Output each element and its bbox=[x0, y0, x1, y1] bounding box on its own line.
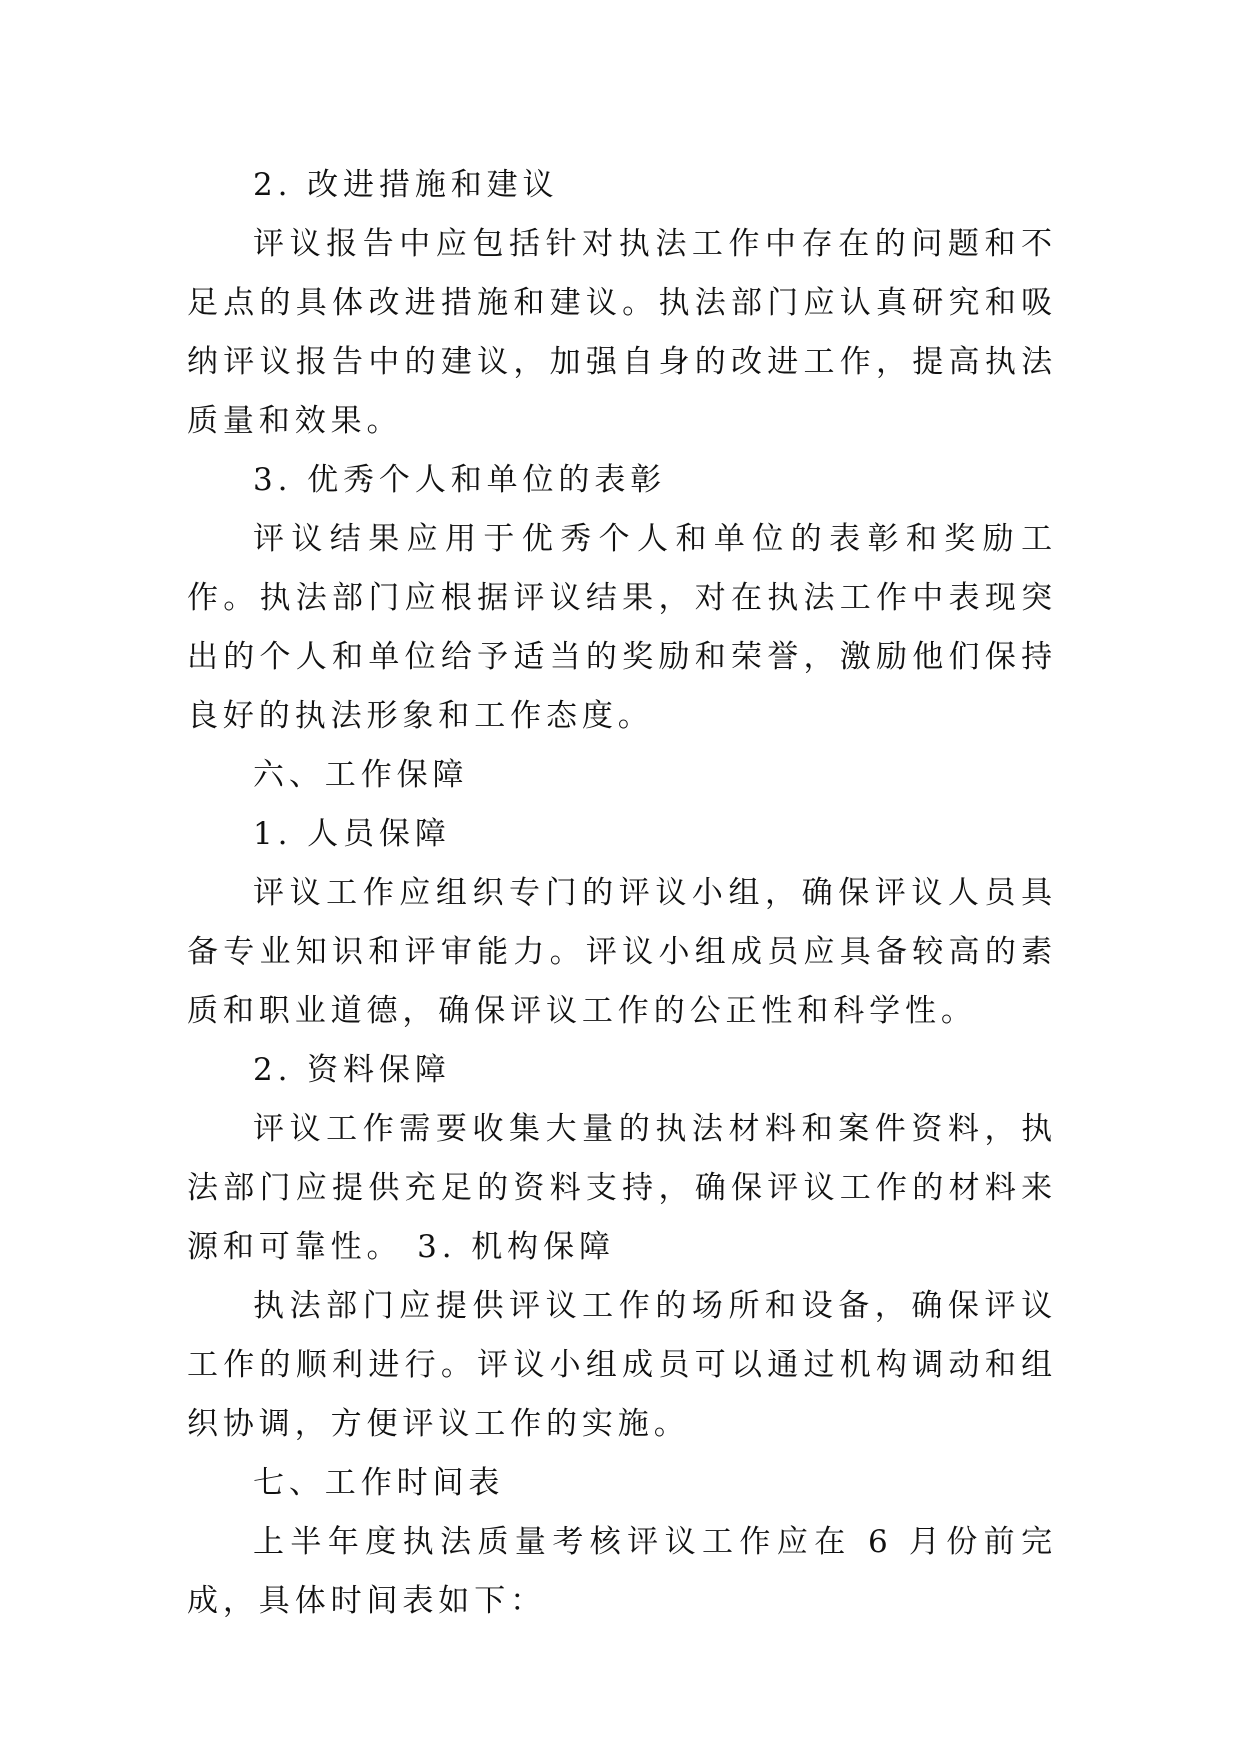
section-heading-improvement: 2. 改进措施和建议 bbox=[253, 167, 559, 203]
section-heading-timetable: 七、工作时间表 bbox=[253, 1465, 505, 1501]
section-heading-materials: 2. 资料保障 bbox=[253, 1052, 451, 1088]
paragraph-timetable: 上半年度执法质量考核评议工作应在 6 月份前完成，具体时间表如下： bbox=[187, 1524, 1057, 1619]
paragraph-materials: 评议工作需要收集大量的执法材料和案件资料，执法部门应提供充足的资料支持，确保评议工作的材料来源和可靠性。 3. 机构保障 bbox=[187, 1111, 1057, 1265]
document-body bbox=[187, 156, 1057, 1631]
paragraph-institution: 执法部门应提供评议工作的场所和设备，确保评议工作的顺利进行。评议小组成员可以通过机构调动和组织协调，方便评议工作的实施。 bbox=[187, 1288, 1057, 1442]
paragraph-personnel: 评议工作应组织专门的评议小组，确保评议人员具备专业知识和评审能力。评议小组成员应具备较高的素质和职业道德，确保评议工作的公正性和科学性。 bbox=[187, 875, 1057, 1029]
section-heading-personnel: 1. 人员保障 bbox=[253, 816, 451, 852]
section-heading-work-guarantee: 六、工作保障 bbox=[253, 757, 469, 793]
paragraph-improvement: 评议报告中应包括针对执法工作中存在的问题和不足点的具体改进措施和建议。执法部门应认真研究和吸纳评议报告中的建议，加强自身的改进工作，提高执法质量和效果。 bbox=[187, 226, 1057, 439]
paragraph-commendation: 评议结果应用于优秀个人和单位的表彰和奖励工作。执法部门应根据评议结果，对在执法工作中表现突出的个人和单位给予适当的奖励和荣誉，激励他们保持良好的执法形象和工作态度。 bbox=[187, 521, 1057, 734]
section-heading-commendation: 3. 优秀个人和单位的表彰 bbox=[253, 462, 667, 498]
